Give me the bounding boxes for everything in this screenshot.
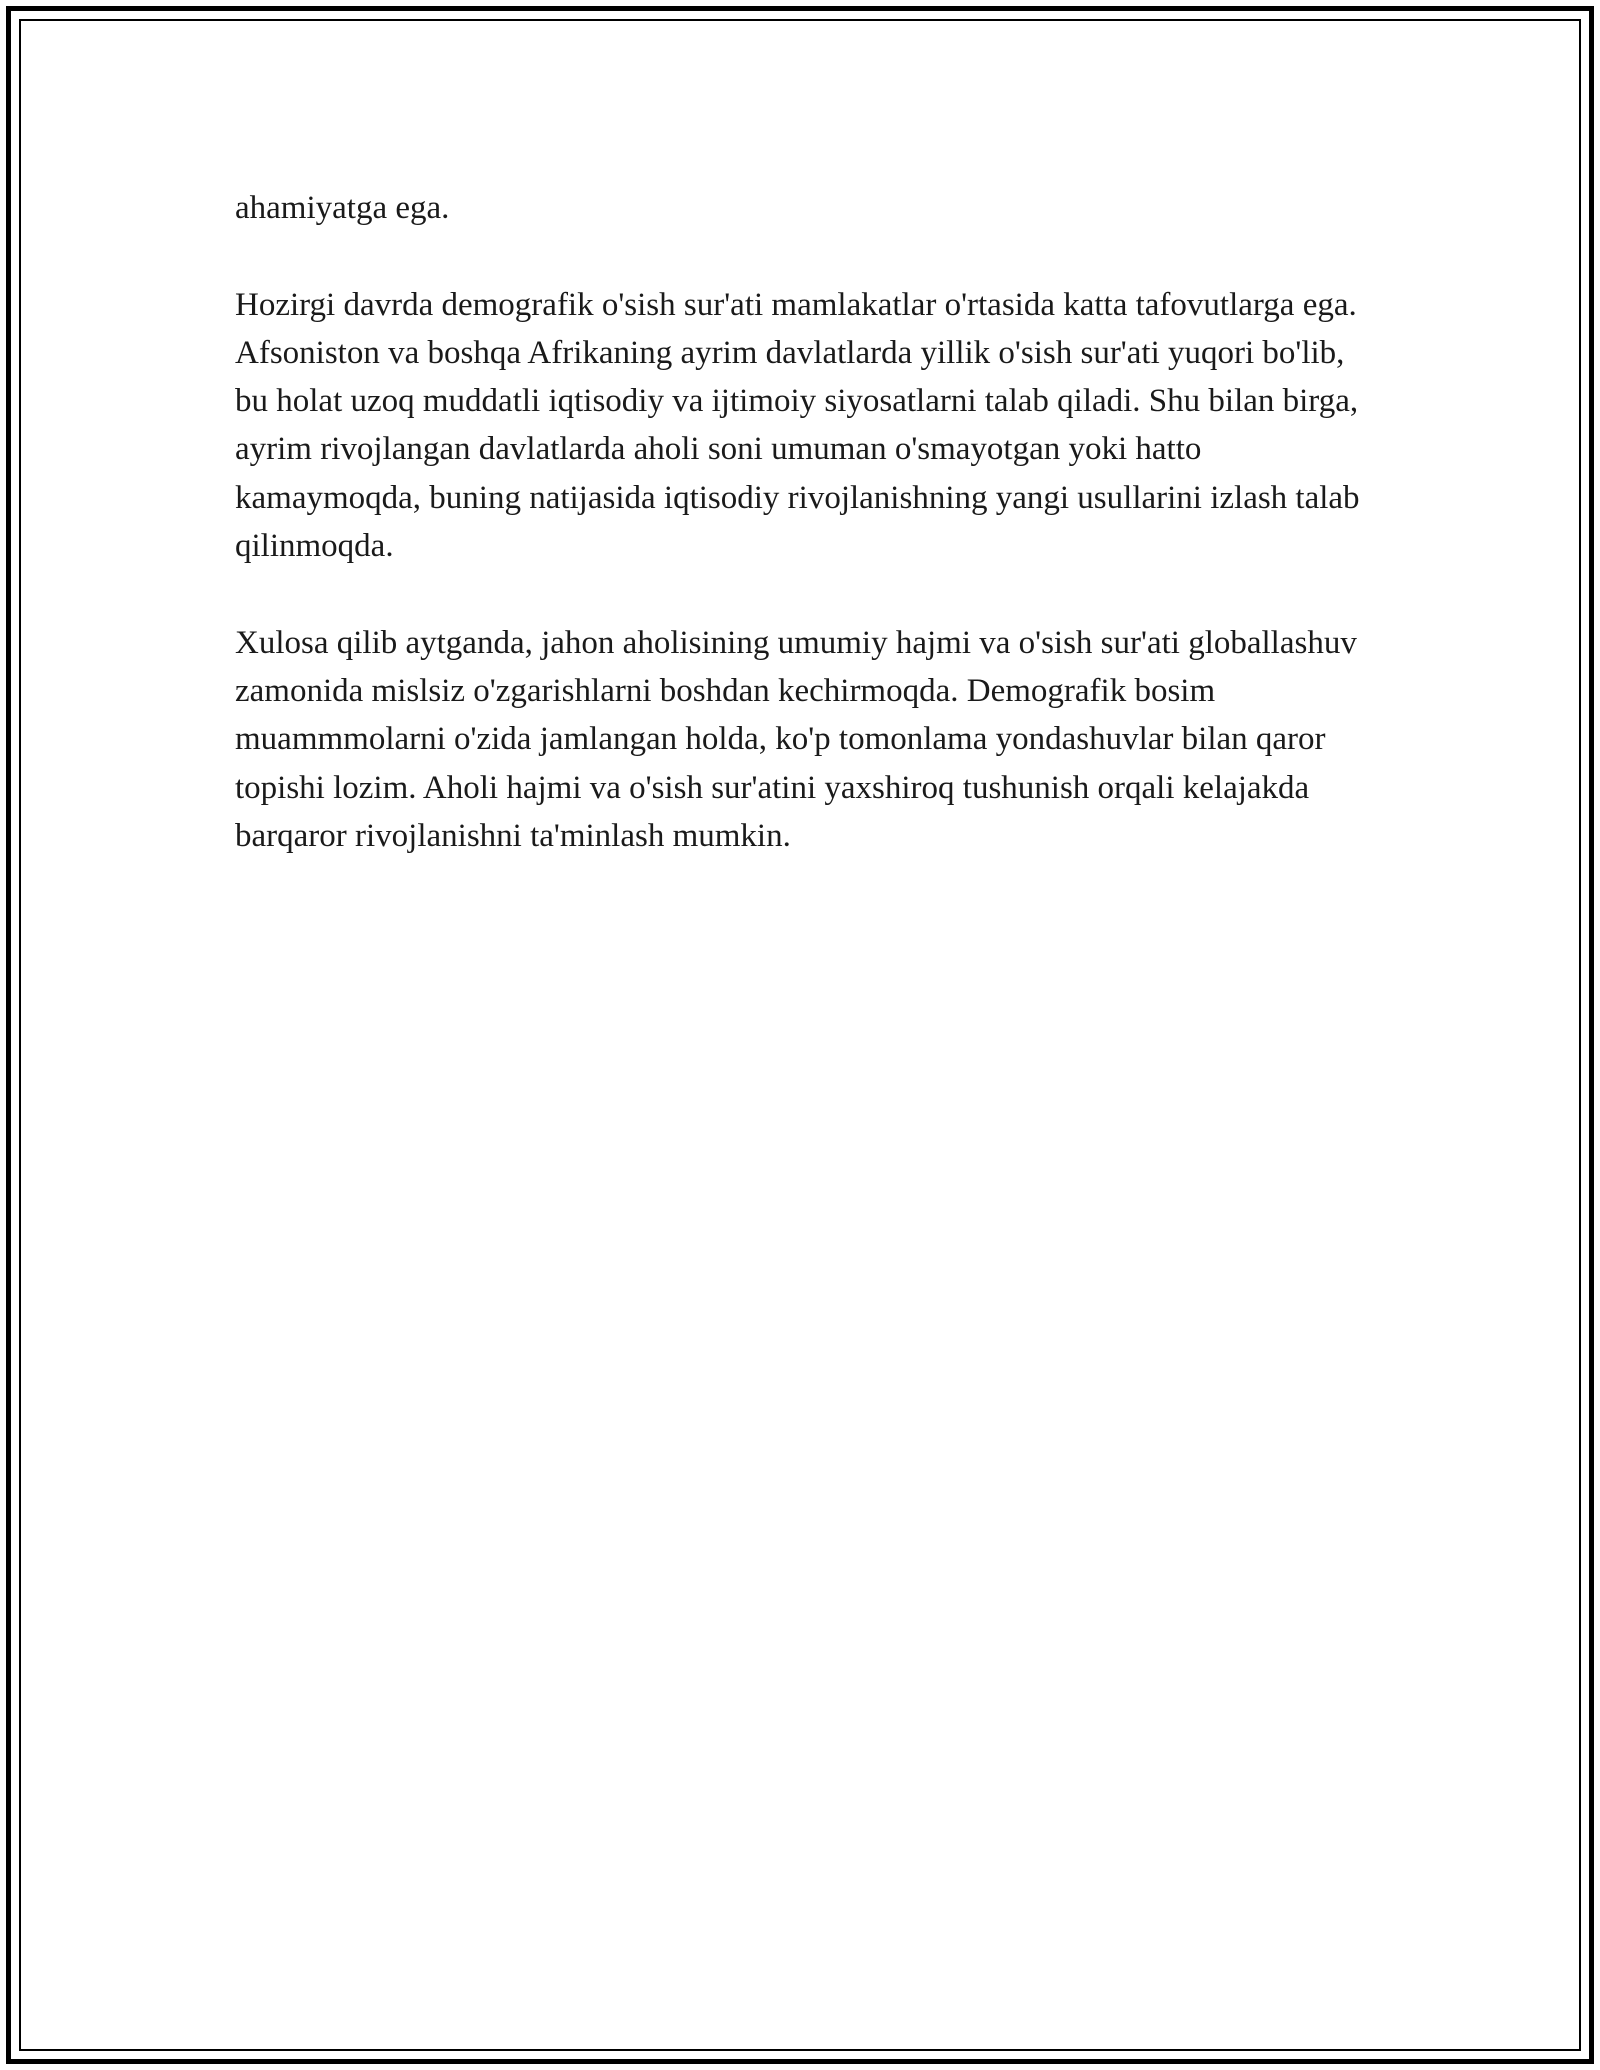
paragraph-growth-rates: Hozirgi davrda demografik o'sish sur'ati mamlakatlar o'rtasida katta tafovutlarga ega. Afsoniston va boshqa Afrikaning ayrim davlatlarda yillik o'sish sur'ati yuqori bo'lib, bu holat uzoq muddatli iqtisodiy va ijtimoiy siyosatlarni talab qiladi. Shu bilan birga, ayrim rivojlangan davlatlarda aholi soni umuman o'smayotgan yoki hatto kamaymoqda, buning natijasida iqtisodiy rivojlanishning yangi usullarini izlash talab qilinmoqda. (235, 286, 1360, 565)
paragraph-continuation: ahamiyatga ega. (235, 190, 450, 226)
paragraph-conclusion: Xulosa qilib aytganda, jahon aholisining umumiy hajmi va o'sish sur'ati globallashuv zamonida mislsiz o'zgarishlarni boshdan kechirmoqda. Demografik bosim muammmolarni o'zida jamlangan holda, ko'p tomonlama yondashuvlar bilan qaror topishi lozim. Aholi hajmi va o'sish sur'atini yaxshiroq tushunish orqali kelajakda barqaror rivojlanishni ta'minlash mumkin. (235, 624, 1357, 854)
document-body (235, 184, 1365, 860)
